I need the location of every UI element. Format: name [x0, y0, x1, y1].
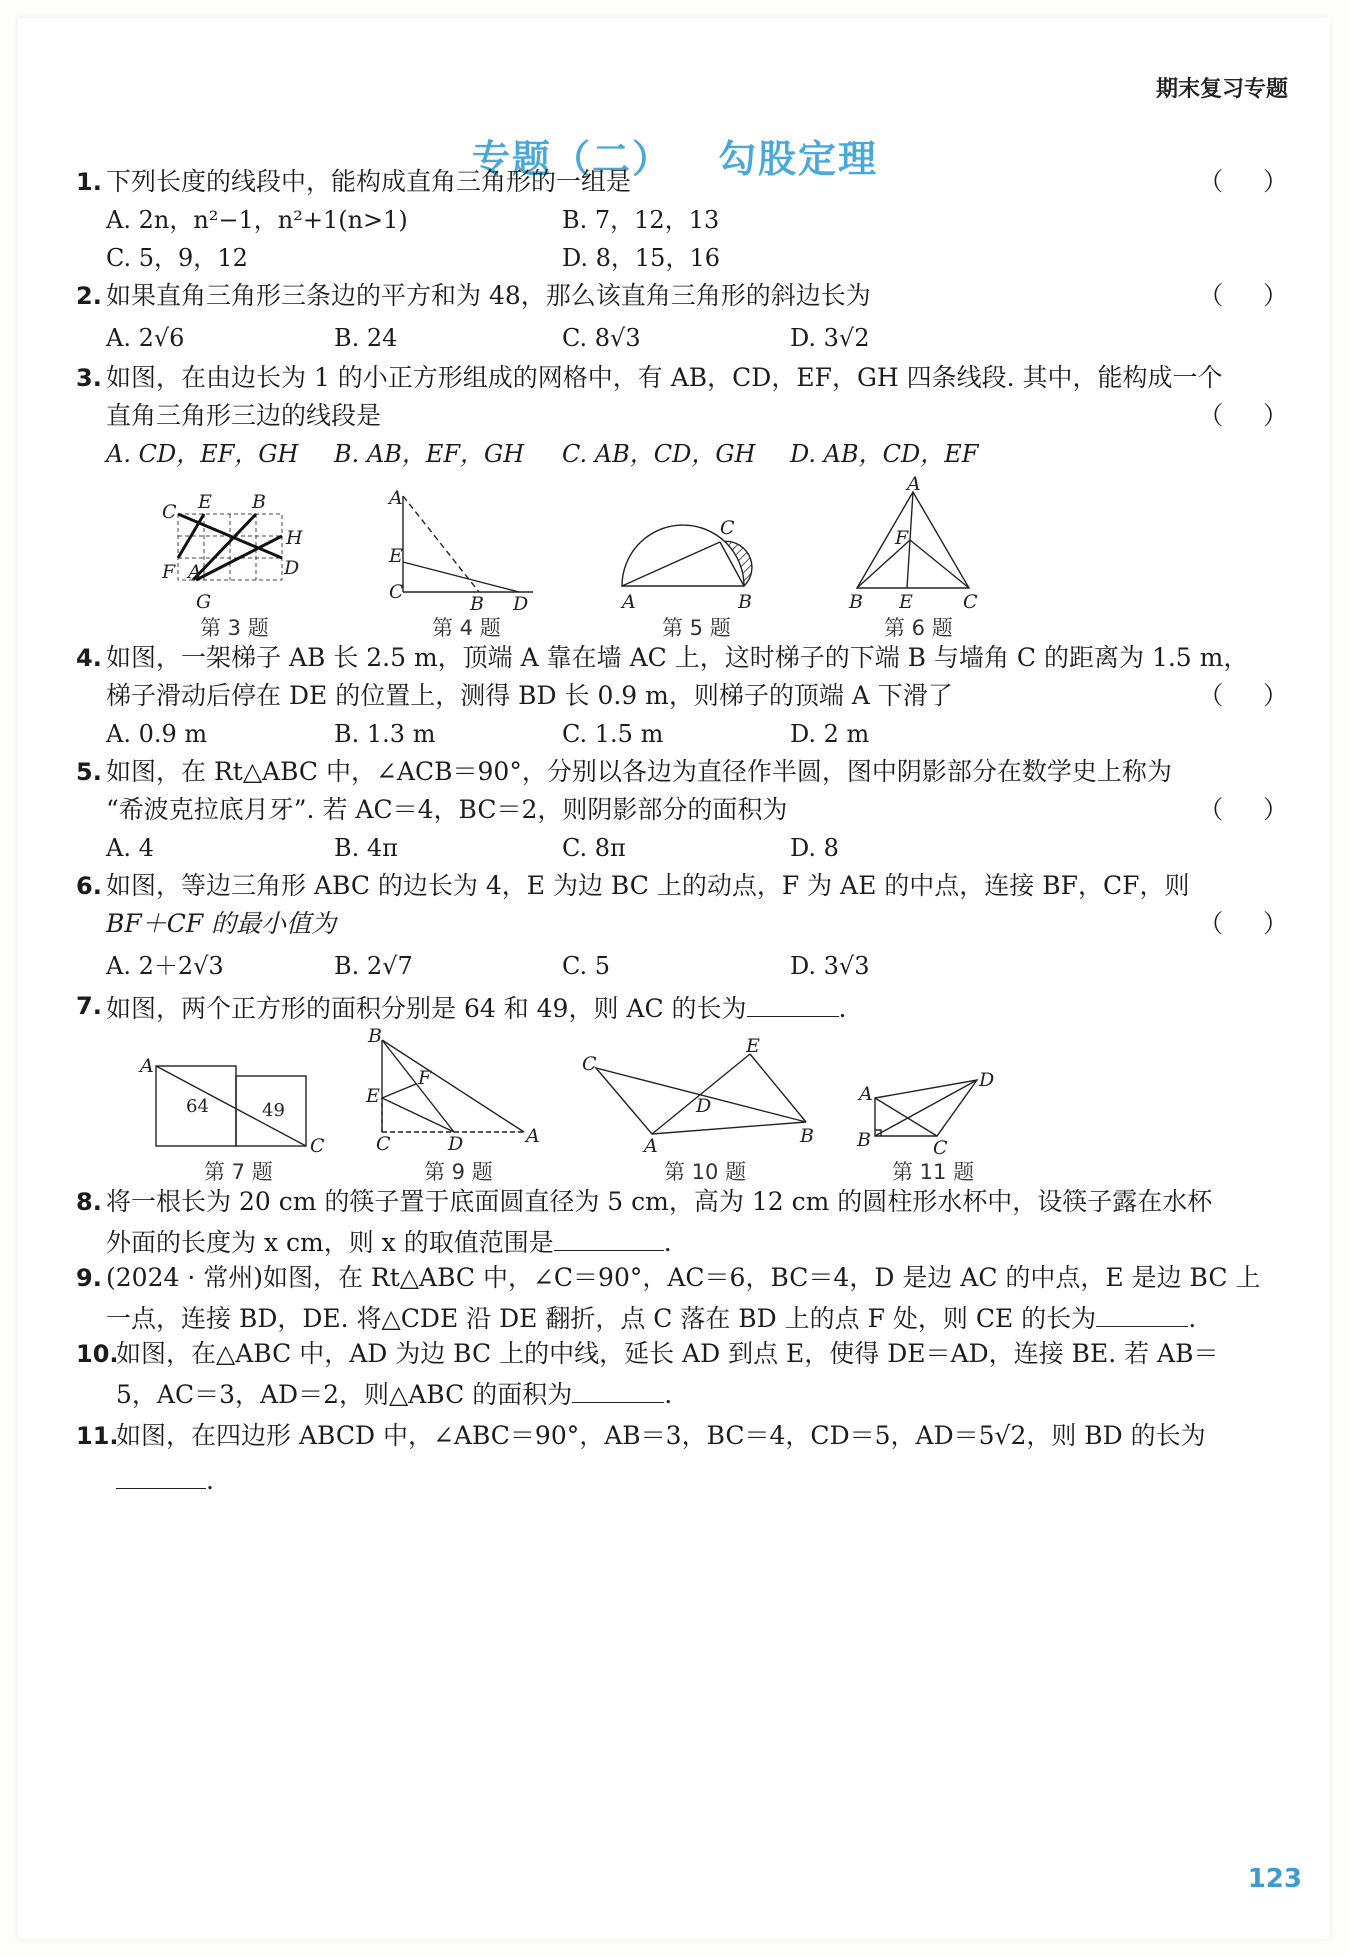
figure-caption: 第 11 题: [892, 1160, 975, 1184]
label-h: H: [286, 527, 303, 549]
answer-paren: （ ）: [1198, 167, 1288, 196]
option-d: D. 3√3: [790, 952, 870, 980]
option-b: B. 24: [334, 324, 398, 352]
question-stem: 如图，两个正方形的面积分别是 64 和 49，则 AC 的长为 .: [106, 990, 847, 1025]
label-c: C: [582, 1053, 597, 1075]
label-a: A: [622, 591, 636, 613]
question-number: 6.: [76, 872, 102, 900]
label-a: A: [907, 473, 921, 495]
question-stem: 将一根长为 20 cm 的筷子置于底面圆直径为 5 cm，高为 12 cm 的圆柱形水杯中，设筷子露在水杯: [106, 1187, 1213, 1216]
figure-3-grid: [150, 488, 310, 618]
question-number: 7.: [76, 992, 102, 1020]
figure-caption: 第 3 题: [200, 616, 269, 640]
label-c: C: [310, 1135, 325, 1157]
label-c: C: [162, 501, 177, 523]
figure-caption: 第 6 题: [884, 616, 953, 640]
option-d: D. AB，CD，EF: [790, 440, 979, 468]
label-b: B: [470, 593, 484, 615]
label-b: B: [857, 1129, 871, 1151]
option-a: A. CD，EF，GH: [106, 440, 299, 468]
figure-caption: 第 10 题: [664, 1160, 747, 1184]
option-c: C. AB，CD，GH: [562, 440, 756, 468]
option-c: C. 8π: [562, 834, 626, 862]
answer-blank[interactable]: [116, 1462, 206, 1489]
option-a: A. 4: [106, 834, 154, 862]
section-header: 期末复习专题: [1155, 77, 1288, 102]
option-d: D. 8: [790, 834, 839, 862]
question-stem: 如图，在由边长为 1 的小正方形组成的网格中，有 AB，CD，EF，GH 四条线段. 其中，能构成一个: [106, 363, 1223, 392]
answer-blank[interactable]: [747, 990, 839, 1017]
question-stem-cont: .: [116, 1462, 214, 1497]
label-a: A: [526, 1125, 540, 1147]
option-b: B. 1.3 m: [334, 720, 436, 748]
page-number: 123: [1247, 1864, 1302, 1894]
label-a: A: [140, 1055, 154, 1077]
option-b: B. 7，12，13: [562, 206, 720, 234]
label-c: C: [376, 1133, 391, 1155]
question-stem-cont: BF＋CF 的最小值为: [106, 909, 337, 938]
option-c: C. 5，9，12: [106, 244, 248, 272]
answer-paren: （ ）: [1198, 401, 1288, 430]
label-d: D: [513, 593, 529, 615]
figure-caption: 第 9 题: [424, 1160, 493, 1184]
label-a: A: [644, 1135, 658, 1157]
label-e: E: [366, 1085, 380, 1107]
question-stem: 如图，在△ABC 中，AD 为边 BC 上的中线，延长 AD 到点 E，使得 DE＝AD，连接 BE. 若 AB＝: [116, 1339, 1219, 1368]
option-a: A. 2＋2√3: [106, 952, 224, 980]
question-number: 5.: [76, 758, 102, 786]
label-d: D: [979, 1069, 995, 1091]
option-a: A. 0.9 m: [106, 720, 208, 748]
label-e: E: [899, 591, 913, 613]
figure-6-equilateral: [845, 473, 985, 618]
question-number: 1.: [76, 168, 102, 196]
label-b: B: [368, 1025, 382, 1047]
question-stem: 如图，一架梯子 AB 长 2.5 m，顶端 A 靠在墙 AC 上，这时梯子的下端 B 与墙角 C 的距离为 1.5 m，: [106, 643, 1249, 672]
label-a: A: [188, 561, 202, 583]
option-d: D. 2 m: [790, 720, 870, 748]
question-stem-cont: 5，AC＝3，AD＝2，则△ABC 的面积为 .: [116, 1376, 672, 1411]
label-g: G: [196, 591, 212, 613]
figure-caption: 第 7 题: [204, 1160, 273, 1184]
label-b: B: [252, 491, 266, 513]
label-d: D: [448, 1133, 464, 1155]
label-c: C: [720, 517, 735, 539]
question-number: 10.: [76, 1340, 119, 1368]
figure-7-squares: [138, 1055, 338, 1158]
question-number: 2.: [76, 282, 102, 310]
question-stem: (2024 · 常州)如图，在 Rt△ABC 中，∠C＝90°，AC＝6，BC＝4，D 是边 AC 的中点，E 是边 BC 上: [106, 1263, 1261, 1292]
label-e: E: [389, 545, 403, 567]
figure-11-quadrilateral: [855, 1068, 1005, 1158]
question-stem-cont: 直角三角形三边的线段是: [106, 401, 382, 430]
option-b: B. 2√7: [334, 952, 413, 980]
answer-blank[interactable]: [1096, 1300, 1188, 1327]
label-e: E: [198, 491, 212, 513]
question-stem-cont: “希波克拉底月牙”. 若 AC＝4，BC＝2，则阴影部分的面积为: [106, 795, 788, 824]
question-stem: 如图，在四边形 ABCD 中，∠ABC＝90°，AB＝3，BC＝4，CD＝5，AD＝5√2，则 BD 的长为: [116, 1421, 1206, 1450]
answer-paren: （ ）: [1198, 681, 1288, 710]
option-a: A. 2n，n²−1，n²+1(n>1): [106, 206, 408, 234]
question-stem-cont: 一点，连接 BD，DE. 将△CDE 沿 DE 翻折，点 C 落在 BD 上的点 F 处，则 CE 的长为 .: [106, 1300, 1196, 1335]
label-f: F: [418, 1067, 432, 1089]
area-64: 64: [186, 1096, 209, 1117]
question-number: 9.: [76, 1264, 102, 1292]
question-stem-cont: 外面的长度为 x cm，则 x 的取值范围是 .: [106, 1224, 672, 1259]
question-stem-cont: 梯子滑动后停在 DE 的位置上，测得 BD 长 0.9 m，则梯子的顶端 A 下滑了: [106, 681, 953, 710]
label-a: A: [389, 487, 403, 509]
question-stem: 如果直角三角形三条边的平方和为 48，那么该直角三角形的斜边长为: [106, 281, 871, 310]
figure-caption: 第 5 题: [662, 616, 731, 640]
answer-blank[interactable]: [554, 1224, 664, 1251]
question-stem: 下列长度的线段中，能构成直角三角形的一组是: [106, 167, 632, 196]
label-b: B: [849, 591, 863, 613]
label-f: F: [895, 527, 909, 549]
label-c: C: [933, 1137, 948, 1159]
question-number: 3.: [76, 364, 102, 392]
label-b: B: [800, 1125, 814, 1147]
option-c: C. 1.5 m: [562, 720, 664, 748]
question-number: 4.: [76, 644, 102, 672]
figure-5-lunes: [612, 500, 792, 615]
label-f: F: [162, 561, 176, 583]
answer-blank[interactable]: [572, 1376, 664, 1403]
label-d: D: [696, 1095, 712, 1117]
figure-caption: 第 4 题: [432, 616, 501, 640]
answer-paren: （ ）: [1198, 909, 1288, 938]
option-d: D. 3√2: [790, 324, 870, 352]
label-d: D: [284, 557, 300, 579]
answer-paren: （ ）: [1198, 795, 1288, 824]
option-b: B. AB，EF，GH: [334, 440, 525, 468]
figure-4-ladder: [385, 488, 545, 613]
figure-9-fold: [362, 1025, 542, 1156]
question-stem: 如图，等边三角形 ABC 的边长为 4，E 为边 BC 上的动点，F 为 AE 的中点，连接 BF，CF，则: [106, 871, 1190, 900]
question-number: 8.: [76, 1188, 102, 1216]
question-number: 11.: [76, 1422, 119, 1450]
area-49: 49: [262, 1100, 285, 1121]
answer-paren: （ ）: [1198, 281, 1288, 310]
figure-10-median: [578, 1035, 828, 1157]
option-c: C. 8√3: [562, 324, 641, 352]
option-c: C. 5: [562, 952, 611, 980]
title-left: 专题（二）: [471, 137, 672, 181]
label-e: E: [746, 1035, 760, 1057]
label-c: C: [963, 591, 978, 613]
option-b: B. 4π: [334, 834, 398, 862]
label-c: C: [389, 581, 404, 603]
title-right: 勾股定理: [718, 137, 879, 181]
label-a: A: [859, 1083, 873, 1105]
question-stem: 如图，在 Rt△ABC 中，∠ACB＝90°，分别以各边为直径作半圆，图中阴影部分在数学史上称为: [106, 757, 1172, 786]
option-d: D. 8，15，16: [562, 244, 720, 272]
option-a: A. 2√6: [106, 324, 185, 352]
label-b: B: [738, 591, 752, 613]
